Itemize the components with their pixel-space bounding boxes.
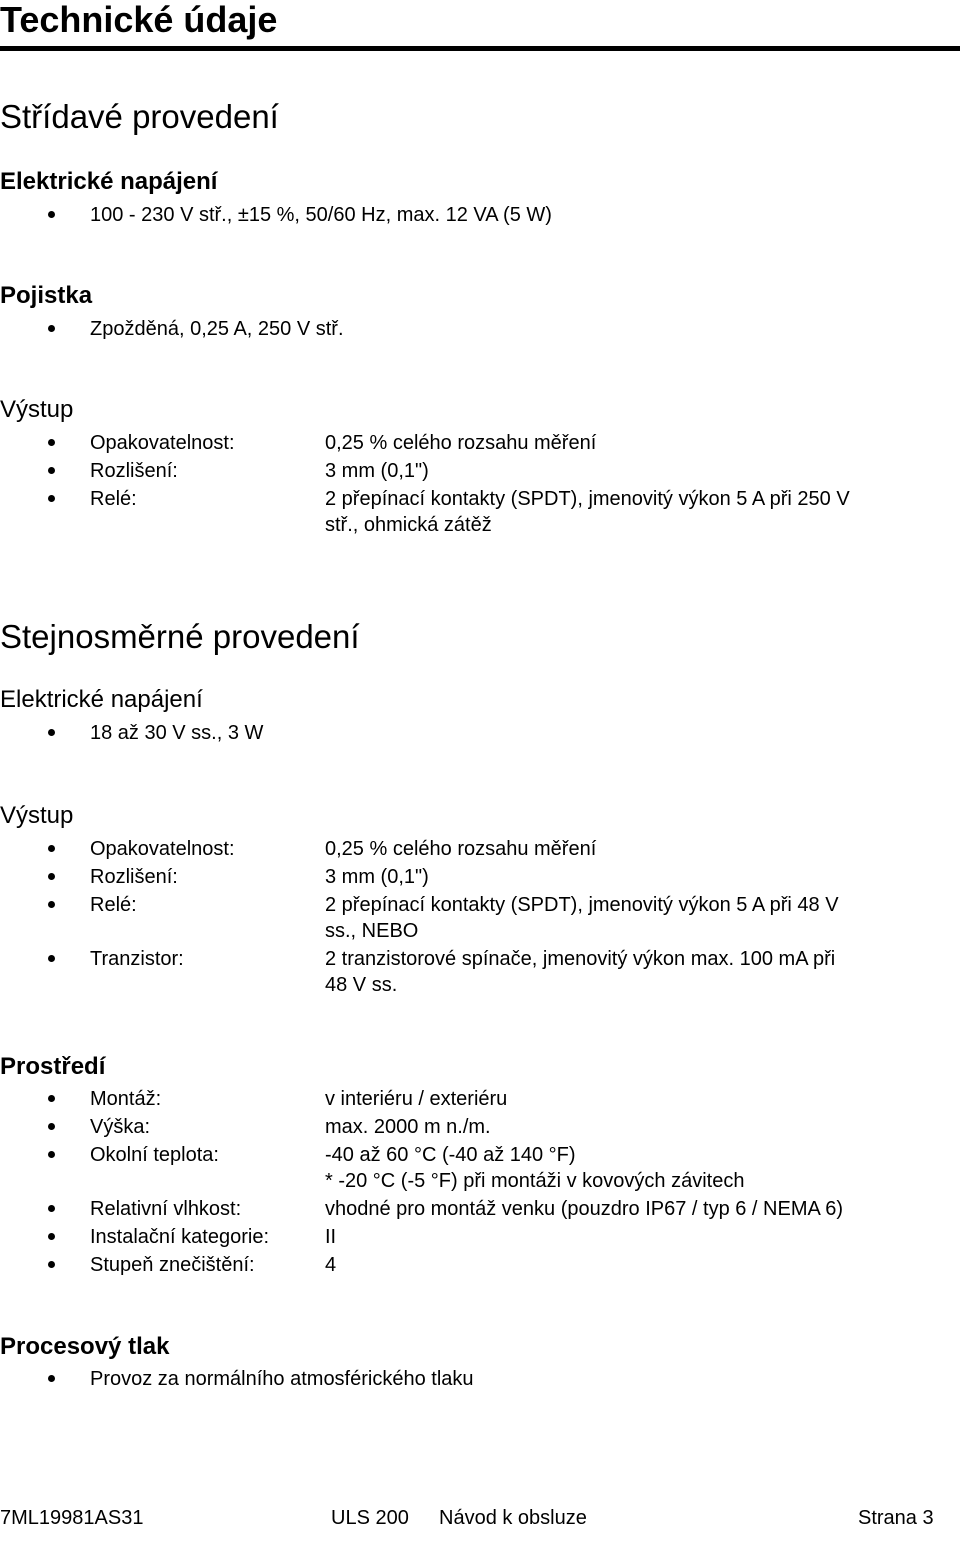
spec-label: Relé: (90, 488, 137, 510)
spec-value-continued: * -20 °C (-5 °F) při montáži v kovových závitech (325, 1170, 745, 1192)
spec-value: max. 2000 m n./m. (325, 1116, 491, 1138)
bullet-icon (48, 1123, 55, 1130)
pressure-title: Procesový tlak (0, 1333, 170, 1360)
environment-title: Prostředí (0, 1053, 106, 1080)
spec-label: Instalační kategorie: (90, 1226, 269, 1248)
footer-page-number: Strana 3 (858, 1507, 934, 1529)
bullet-icon (48, 901, 55, 908)
bullet-icon (48, 325, 55, 332)
spec-value: 4 (325, 1254, 337, 1276)
bullet-icon (48, 1205, 55, 1212)
dc-section-title: Stejnosměrné provedení (0, 618, 360, 655)
ac-power-item: 100 - 230 V stř., ±15 %, 50/60 Hz, max. 12 VA (5 W) (90, 204, 552, 226)
ac-fuse-item: Zpožděná, 0,25 A, 250 V stř. (90, 318, 344, 340)
bullet-icon (48, 1233, 55, 1240)
spec-label: Rozlišení: (90, 460, 178, 482)
title-divider (0, 46, 960, 51)
page-title: Technické údaje (0, 0, 278, 40)
spec-value-continued: 48 V ss. (325, 974, 398, 996)
spec-value: II (325, 1226, 337, 1248)
spec-label: Relativní vlhkost: (90, 1198, 242, 1220)
spec-label: Výška: (90, 1116, 151, 1138)
spec-label: Tranzistor: (90, 948, 184, 970)
spec-label: Rozlišení: (90, 866, 178, 888)
spec-label: Relé: (90, 894, 137, 916)
footer-doc-id: 7ML19981AS31 (0, 1507, 144, 1529)
bullet-icon (48, 729, 55, 736)
bullet-icon (48, 439, 55, 446)
footer-product: ULS 200 (331, 1507, 409, 1529)
bullet-icon (48, 495, 55, 502)
spec-value-continued: stř., ohmická zátěž (325, 514, 492, 536)
spec-value: 3 mm (0,1") (325, 460, 429, 482)
spec-value: 3 mm (0,1") (325, 866, 429, 888)
spec-label: Montáž: (90, 1088, 162, 1110)
ac-output-title: Výstup (0, 396, 74, 423)
spec-value: 2 přepínací kontakty (SPDT), jmenovitý výkon 5 A při 48 V (325, 894, 839, 916)
spec-label: Okolní teplota: (90, 1144, 219, 1166)
dc-power-title: Elektrické napájení (0, 686, 203, 713)
spec-label: Stupeň znečištění: (90, 1254, 255, 1276)
bullet-icon (48, 1261, 55, 1268)
bullet-icon (48, 1095, 55, 1102)
spec-value: 0,25 % celého rozsahu měření (325, 838, 597, 860)
bullet-icon (48, 845, 55, 852)
ac-fuse-title: Pojistka (0, 282, 93, 309)
bullet-icon (48, 211, 55, 218)
bullet-icon (48, 955, 55, 962)
ac-power-title: Elektrické napájení (0, 168, 218, 195)
spec-value: 2 přepínací kontakty (SPDT), jmenovitý výkon 5 A při 250 V (325, 488, 850, 510)
footer-manual: Návod k obsluze (439, 1507, 587, 1529)
spec-value: -40 až 60 °C (-40 až 140 °F) (325, 1144, 576, 1166)
spec-value: 2 tranzistorové spínače, jmenovitý výkon max. 100 mA při (325, 948, 836, 970)
spec-value: vhodné pro montáž venku (pouzdro IP67 / typ 6 / NEMA 6) (325, 1198, 844, 1220)
ac-section-title: Střídavé provedení (0, 98, 279, 135)
bullet-icon (48, 467, 55, 474)
dc-output-title: Výstup (0, 802, 74, 829)
pressure-item: Provoz za normálního atmosférického tlaku (90, 1368, 474, 1390)
bullet-icon (48, 1151, 55, 1158)
spec-label: Opakovatelnost: (90, 838, 235, 860)
bullet-icon (48, 1375, 55, 1382)
spec-value: 0,25 % celého rozsahu měření (325, 432, 597, 454)
bullet-icon (48, 873, 55, 880)
spec-value-continued: ss., NEBO (325, 920, 419, 942)
dc-power-item: 18 až 30 V ss., 3 W (90, 722, 264, 744)
spec-value: v interiéru / exteriéru (325, 1088, 508, 1110)
spec-label: Opakovatelnost: (90, 432, 235, 454)
